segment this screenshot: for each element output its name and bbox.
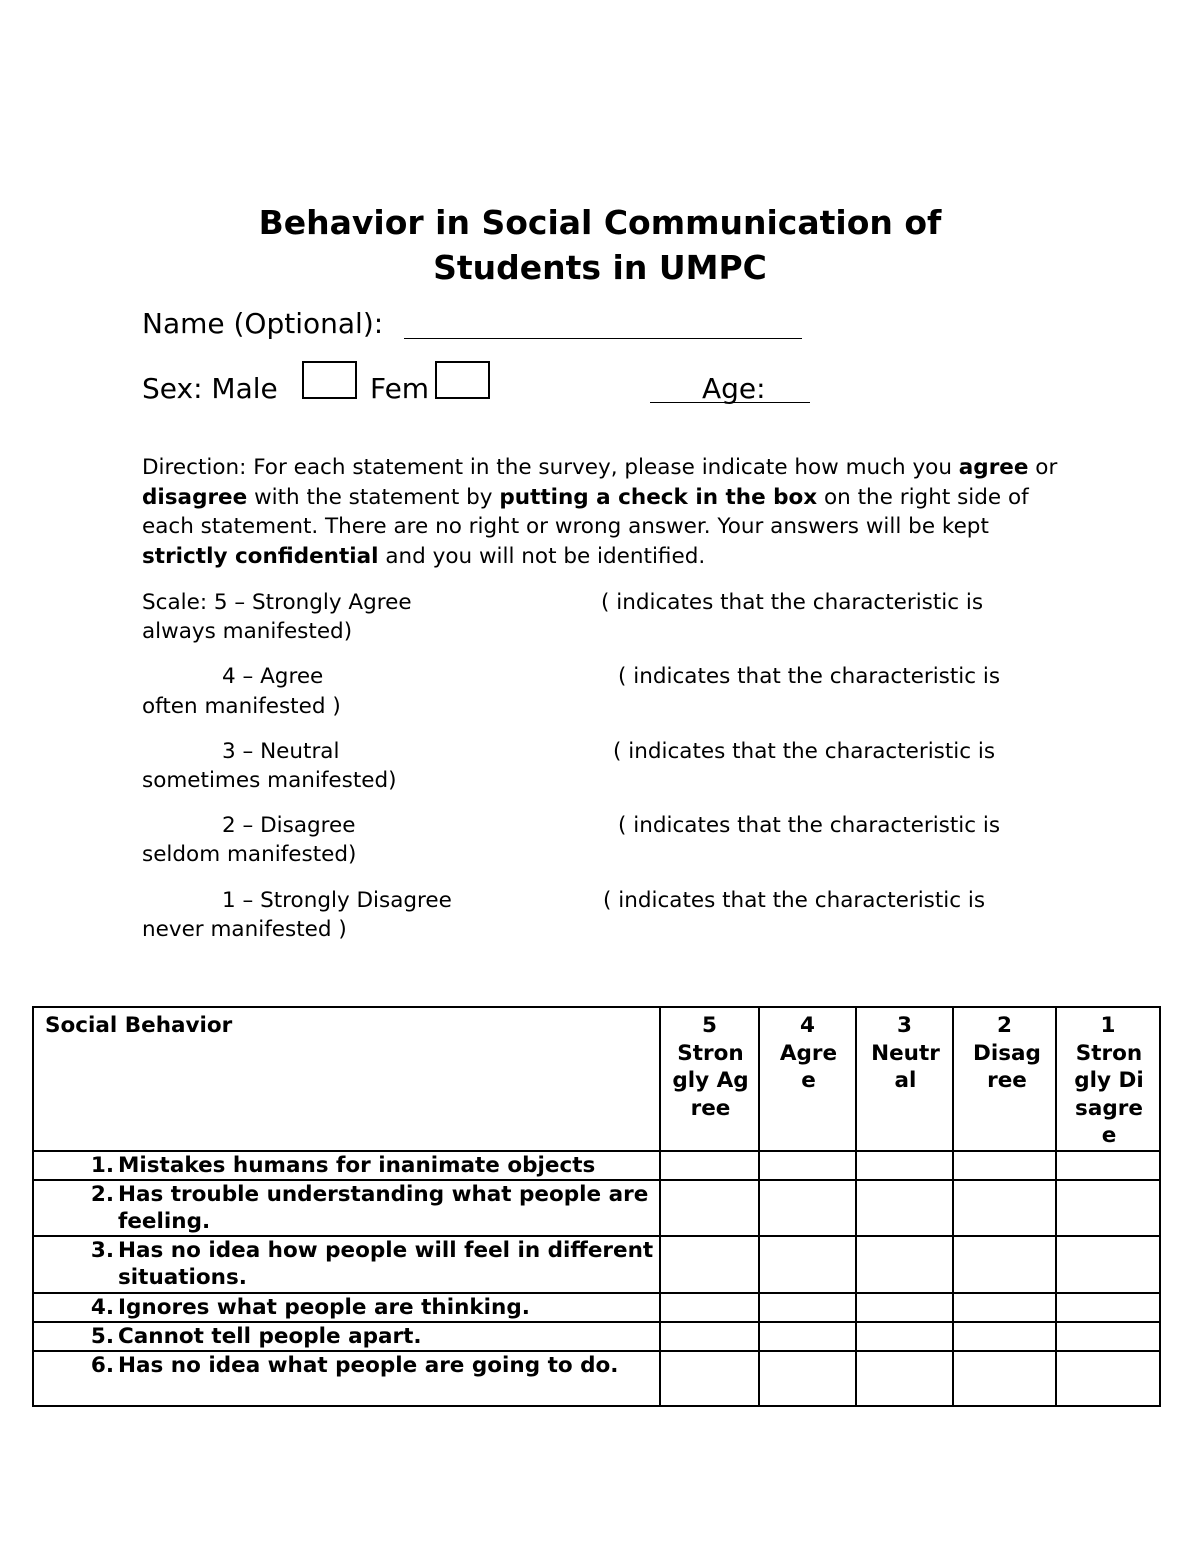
rating-cell-3[interactable] — [856, 1180, 953, 1236]
rating-cell-2[interactable] — [953, 1322, 1056, 1351]
table-row — [33, 1322, 1160, 1351]
item-number: 1. — [90, 1152, 114, 1178]
rating-cell-4[interactable] — [759, 1293, 856, 1322]
rating-cell-4[interactable] — [759, 1236, 856, 1293]
header-text: Strongly Agree — [672, 1040, 749, 1121]
age-input-line[interactable] — [700, 402, 810, 403]
direction-bold-disagree: disagree — [142, 484, 248, 510]
scale-cont-1: never manifested ) — [142, 917, 347, 942]
female-label: Fem — [370, 372, 430, 405]
title-line-2: Students in UMPC — [433, 248, 767, 287]
direction-text-3: with the statement by — [247, 484, 500, 510]
header-text: Agree — [779, 1040, 838, 1093]
rating-cell-1[interactable] — [1056, 1322, 1160, 1351]
table-row — [33, 1180, 1160, 1236]
direction-bold-confidential: strictly confidential — [142, 543, 379, 569]
header-num: 2 — [997, 1013, 1012, 1038]
header-text: Disagree — [973, 1040, 1041, 1093]
item-text: Has no idea how people will feel in different situations. — [118, 1237, 654, 1290]
female-checkbox[interactable] — [435, 361, 490, 399]
header-num: 3 — [897, 1013, 912, 1038]
rating-cell-5[interactable] — [660, 1293, 759, 1322]
rating-cell-5[interactable] — [660, 1322, 759, 1351]
scale-desc-5: ( indicates that the characteristic is — [601, 590, 984, 615]
direction-paragraph — [142, 453, 1072, 571]
header-text: Strongly Disagree — [1074, 1040, 1144, 1148]
item-number: 2. — [90, 1181, 114, 1207]
scale-desc-3: ( indicates that the characteristic is — [613, 739, 996, 764]
document-title — [0, 200, 1200, 290]
rating-cell-4[interactable] — [759, 1351, 856, 1406]
rating-cell-3[interactable] — [856, 1236, 953, 1293]
rating-cell-5[interactable] — [660, 1236, 759, 1293]
direction-bold-agree: agree — [958, 455, 1029, 480]
item-statement — [33, 1236, 660, 1293]
header-social-behavior: Social Behavior — [33, 1007, 660, 1151]
header-neutral — [856, 1007, 953, 1151]
item-number: 6. — [90, 1352, 114, 1378]
survey-table — [32, 1006, 1161, 1407]
male-checkbox[interactable] — [302, 361, 357, 399]
scale-cont-2: seldom manifested) — [142, 842, 357, 867]
item-number: 3. — [90, 1237, 114, 1263]
rating-cell-5[interactable] — [660, 1351, 759, 1406]
header-num: 5 — [702, 1013, 717, 1038]
rating-cell-3[interactable] — [856, 1293, 953, 1322]
rating-cell-2[interactable] — [953, 1180, 1056, 1236]
table-row — [33, 1236, 1160, 1293]
item-statement — [33, 1180, 660, 1236]
header-agree — [759, 1007, 856, 1151]
scale-cont-3: sometimes manifested) — [142, 768, 397, 793]
scale-cont-4: often manifested ) — [142, 694, 341, 719]
direction-text-5: and you will not be identified. — [378, 543, 706, 569]
rating-cell-2[interactable] — [953, 1151, 1056, 1180]
direction-text-2: or — [1028, 455, 1058, 480]
item-statement — [33, 1293, 660, 1322]
scale-desc-2: ( indicates that the characteristic is — [618, 813, 1001, 838]
rating-cell-3[interactable] — [856, 1151, 953, 1180]
table-header-row — [33, 1007, 1160, 1151]
header-num: 4 — [800, 1013, 815, 1038]
rating-cell-4[interactable] — [759, 1151, 856, 1180]
rating-cell-1[interactable] — [1056, 1236, 1160, 1293]
rating-cell-3[interactable] — [856, 1322, 953, 1351]
direction-text-1: Direction: For each statement in the survey, please indicate how much you — [142, 455, 959, 480]
scale-cont-5: always manifested) — [142, 619, 353, 644]
rating-cell-2[interactable] — [953, 1293, 1056, 1322]
scale-label-1: 1 – Strongly Disagree — [222, 888, 452, 913]
scale-desc-1: ( indicates that the characteristic is — [603, 888, 986, 913]
rating-cell-1[interactable] — [1056, 1293, 1160, 1322]
header-num: 1 — [1100, 1013, 1116, 1038]
item-statement — [33, 1151, 660, 1180]
scale-label-3: 3 – Neutral — [222, 739, 340, 764]
direction-bold-check: putting a check in the box — [499, 484, 818, 510]
sex-male-label: Sex: Male — [142, 372, 278, 405]
item-text: Ignores what people are thinking. — [118, 1294, 530, 1320]
header-strongly-disagree — [1056, 1007, 1160, 1151]
name-label: Name (Optional): — [142, 307, 384, 340]
table-row — [33, 1351, 1160, 1406]
rating-cell-1[interactable] — [1056, 1180, 1160, 1236]
rating-cell-4[interactable] — [759, 1180, 856, 1236]
scale-label-2: 2 – Disagree — [222, 813, 356, 838]
title-line-1: Behavior in Social Communication of — [258, 203, 942, 242]
item-statement — [33, 1322, 660, 1351]
item-text: Cannot tell people apart. — [118, 1323, 422, 1349]
table-row — [33, 1151, 1160, 1180]
item-text: Has no idea what people are going to do. — [118, 1352, 619, 1378]
scale-label-5: Scale: 5 – Strongly Agree — [142, 590, 412, 615]
age-leading-line — [650, 402, 700, 403]
header-disagree — [953, 1007, 1056, 1151]
name-input-line[interactable] — [404, 338, 802, 339]
header-strongly-agree — [660, 1007, 759, 1151]
rating-cell-3[interactable] — [856, 1351, 953, 1406]
item-number: 4. — [90, 1294, 114, 1320]
rating-cell-2[interactable] — [953, 1351, 1056, 1406]
item-statement — [33, 1351, 660, 1406]
rating-cell-5[interactable] — [660, 1180, 759, 1236]
age-label: Age: — [702, 372, 766, 405]
direction-text-4: on the right side of each statement. There are no right or wrong answer. Your answers will be kept — [142, 484, 1029, 539]
scale-label-4: 4 – Agree — [222, 664, 324, 689]
rating-cell-1[interactable] — [1056, 1151, 1160, 1180]
table-row — [33, 1293, 1160, 1322]
header-text: Neutral — [871, 1040, 940, 1093]
item-text: Has trouble understanding what people are feeling. — [118, 1181, 649, 1234]
scale-desc-4: ( indicates that the characteristic is — [618, 664, 1001, 689]
rating-cell-1[interactable] — [1056, 1351, 1160, 1406]
rating-cell-5[interactable] — [660, 1151, 759, 1180]
rating-cell-4[interactable] — [759, 1322, 856, 1351]
item-text: Mistakes humans for inanimate objects — [118, 1152, 596, 1178]
rating-cell-2[interactable] — [953, 1236, 1056, 1293]
item-number: 5. — [90, 1323, 114, 1349]
